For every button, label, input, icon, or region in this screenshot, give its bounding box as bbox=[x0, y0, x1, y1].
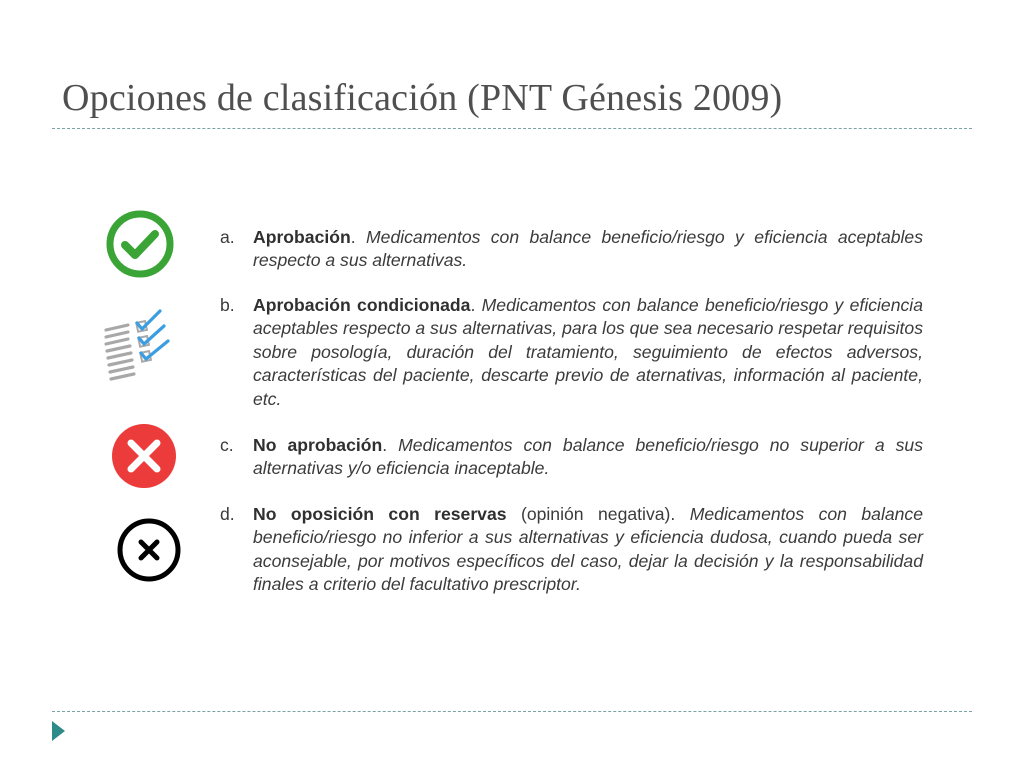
option-conditional-approval bbox=[220, 294, 923, 411]
option-letter: b. bbox=[220, 295, 235, 315]
green-check-circle-icon bbox=[105, 209, 175, 279]
option-text bbox=[253, 503, 923, 597]
option-note: (opinión negativa). bbox=[506, 504, 690, 524]
option-separator: . bbox=[470, 295, 482, 315]
option-description: Medicamentos con balance beneficio/riesgo no inferior a sus alternativas y eficiencia dudosa, cuando pueda ser aconsejable, por motivos específicos del caso, dejar la decisión y la responsabilidad finales a criterio del facultativo prescriptor. bbox=[253, 504, 923, 595]
title-divider bbox=[52, 128, 972, 129]
option-term: No oposición con reservas bbox=[253, 504, 507, 524]
option-letter: c. bbox=[220, 435, 234, 455]
option-term: Aprobación condicionada bbox=[253, 295, 471, 315]
option-description: Medicamentos con balance beneficio/riesgo y eficiencia aceptables respecto a sus alternativas, para los que sea necesario respetar requisitos sobre posología, duración del tratamiento, seguimiento de efectos adversos, características del paciente, descarte previo de aternativas, información al paciente, etc. bbox=[253, 295, 923, 409]
option-no-opposition-with-reservations bbox=[220, 503, 923, 597]
option-term: No aprobación bbox=[253, 435, 383, 455]
slide-title: Opciones de clasificación (PNT Génesis 2009) bbox=[62, 77, 783, 119]
option-separator: . bbox=[350, 227, 366, 247]
bullet-arrow-icon bbox=[52, 721, 65, 741]
option-term: Aprobación bbox=[253, 227, 351, 247]
option-text bbox=[253, 226, 923, 273]
red-x-circle-icon bbox=[111, 423, 177, 489]
footer-divider bbox=[52, 711, 972, 712]
option-letter: d. bbox=[220, 504, 235, 524]
option-description: Medicamentos con balance beneficio/riesgo y eficiencia aceptables respecto a sus alternativas. bbox=[253, 227, 923, 271]
option-approval bbox=[220, 226, 923, 273]
option-description: Medicamentos con balance beneficio/riesgo no superior a sus alternativas y/o eficiencia inaceptable. bbox=[253, 435, 924, 479]
option-letter: a. bbox=[220, 227, 235, 247]
option-text bbox=[253, 434, 923, 481]
checklist-icon bbox=[100, 304, 176, 384]
option-separator: . bbox=[382, 435, 399, 455]
option-text bbox=[253, 294, 923, 411]
black-x-circle-icon bbox=[116, 517, 182, 583]
option-no-approval bbox=[220, 434, 923, 481]
